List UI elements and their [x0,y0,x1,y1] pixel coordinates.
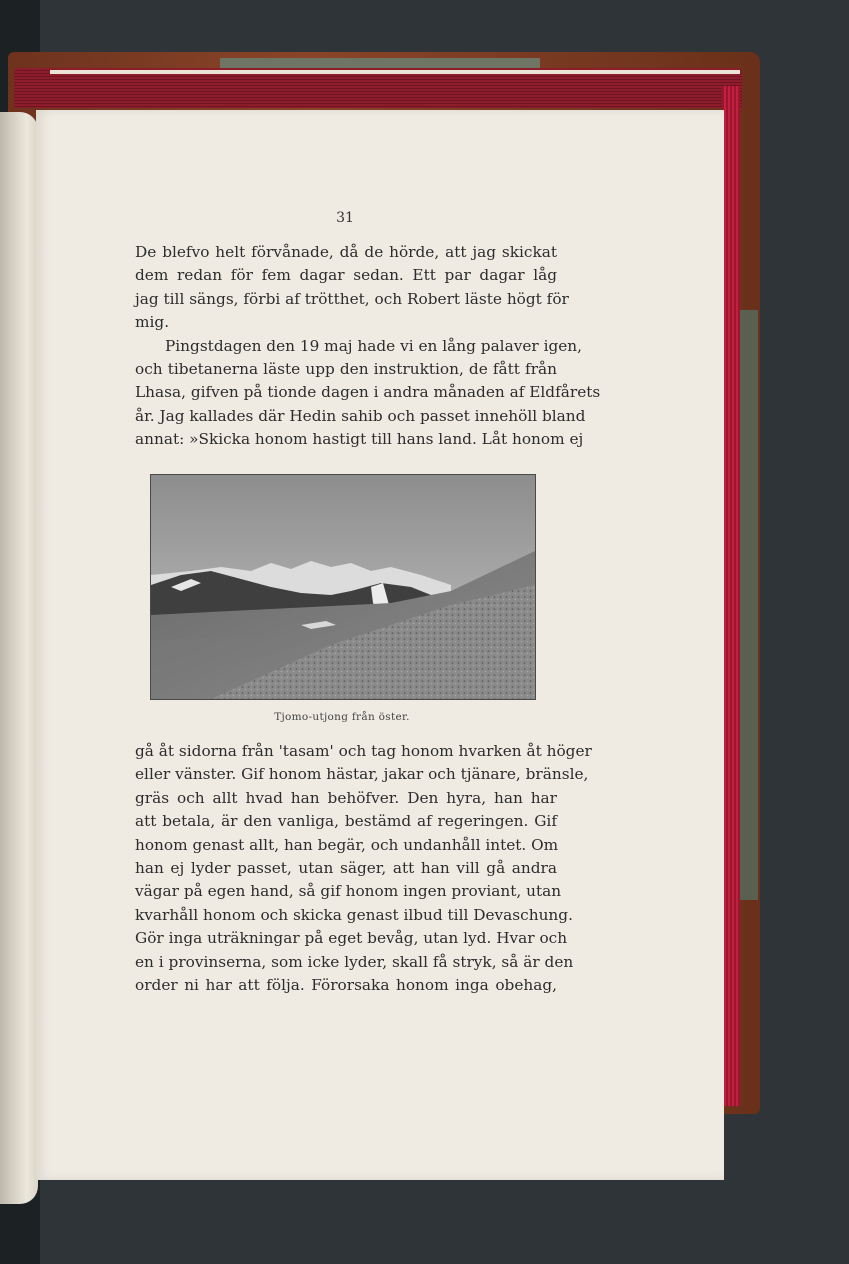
text-line: kvarhåll honom och skicka genast ilbud till Devaschung. [135,905,573,924]
text-line: en i provinserna, som icke lyder, skall få stryk, så är den [135,952,574,971]
text-line: eller vänster. Gif honom hästar, jakar och tjänare, bränsle, [135,765,589,784]
text-line: och tibetanerna läste upp den instruktion, de fått från [135,360,557,379]
text-line: annat: »Skicka honom hastigt till hans land. Låt honom ej [135,430,584,449]
text-line: mig. [135,313,170,332]
text-line: gräs och allt hvad han behöfver. Den hyra, han har [135,788,557,807]
text-line: år. Jag kallades där Hedin sahib och passet innehöll bland [135,406,586,425]
paragraph-after-figure [135,740,592,997]
text-line: Lhasa, gifven på tionde dagen i andra månaden af Eldfårets [135,383,601,402]
landscape-photograph [150,474,536,700]
text-line: Gör inga uträkningar på eget bevåg, utan lyd. Hvar och [135,929,568,948]
figure-caption: Tjomo-utjong från öster. [274,711,410,723]
page-white-edge [50,70,740,74]
paragraph-before-figure [135,241,601,452]
text-line: han ej lyder passet, utan säger, att han vill gå andra [135,859,557,878]
cover-side-strip [738,310,758,900]
page-side-edges [722,86,740,1106]
text-line: honom genast allt, han begär, och undanhåll intet. Om [135,835,559,854]
text-line: order ni har att följa. Förorsaka honom inga obehag, [135,976,557,995]
text-line: att betala, är den vanliga, bestämd af regeringen. Gif [135,812,557,831]
text-line: gå åt sidorna från 'tasam' och tag honom hvarken åt höger [135,742,592,760]
text-line: jag till sängs, förbi af trötthet, och Robert läste högt för [135,289,569,308]
page-top-edges [14,68,742,108]
text-line: vägar på egen hand, så gif honom ingen proviant, utan [135,882,562,901]
page-number: 31 [336,210,354,226]
text-line: dem redan för fem dagar sedan. Ett par dagar låg [135,266,557,285]
text-line: Pingstdagen den 19 maj hade vi en lång palaver igen, [165,336,583,355]
text-line: De blefvo helt förvånade, då de hörde, att jag skickat [135,243,557,261]
left-page-curl [0,112,38,1204]
